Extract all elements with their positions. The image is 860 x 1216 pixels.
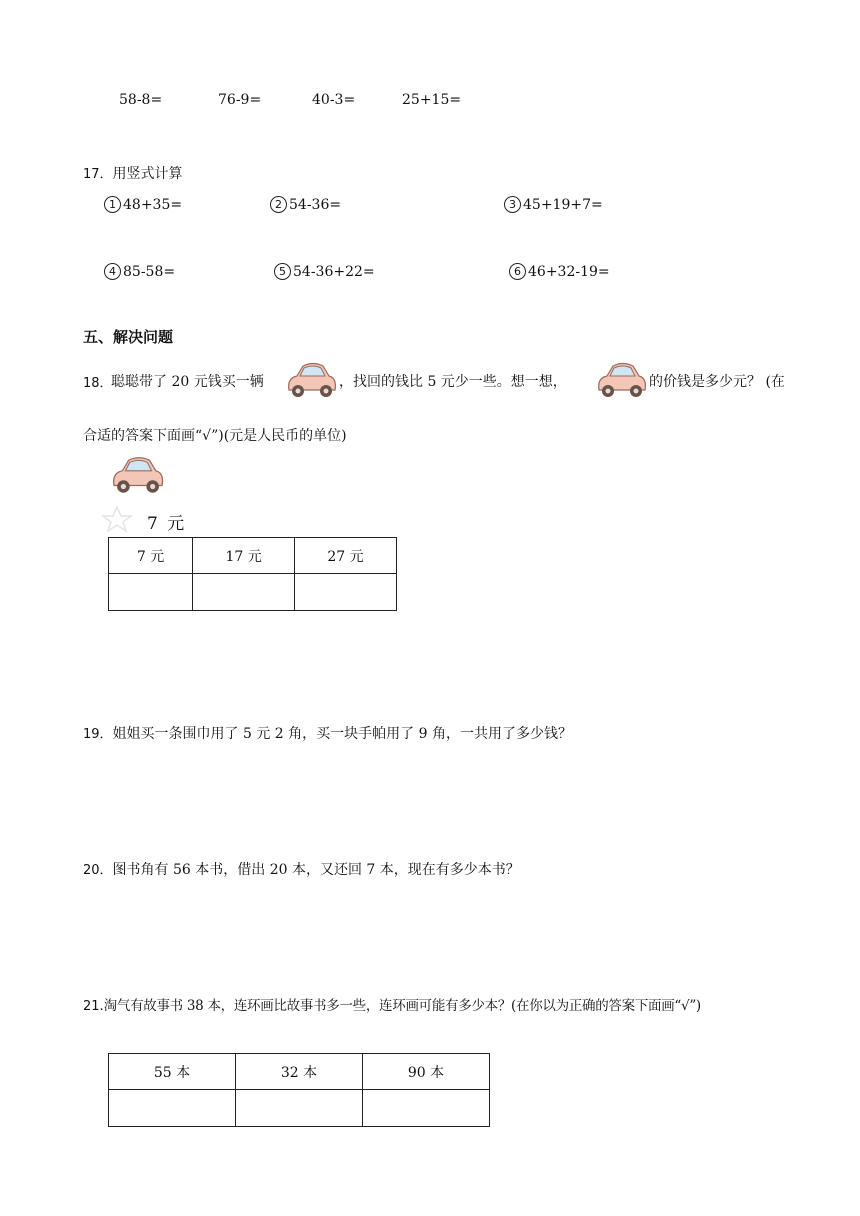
circled-number: 1: [104, 196, 121, 213]
q18-answer-table: [108, 537, 397, 611]
option-cell: 7 元: [109, 538, 193, 574]
question-text: 姐姐买一条围巾用了 5 元 2 角，买一块手帕用了 9 角，一共用了多少钱？: [112, 726, 572, 742]
option-cell: 90 本: [363, 1054, 490, 1090]
q18-line-2: 合适的答案下面画“√”)(元是人民币的单位): [83, 428, 347, 444]
car-icon: [283, 358, 339, 402]
answer-cell[interactable]: [236, 1090, 363, 1127]
question-17-heading: [83, 163, 183, 183]
expression: 85-58=: [123, 264, 176, 280]
q21-answer-table: [108, 1053, 490, 1127]
q17-item-4: [104, 263, 175, 280]
q18-text-c: 的价钱是多少元？ (在: [649, 374, 785, 390]
question-text: 淘气有故事书 38 本，连环画比故事书多一些，连环画可能有多少本？(在你以为正确的答案下面画“√”): [103, 998, 701, 1014]
oral-calc-2: 76-9=: [218, 92, 262, 108]
star-icon: [98, 505, 136, 533]
question-21: [83, 994, 701, 1014]
circled-number: 6: [509, 263, 526, 280]
circled-number: 2: [270, 196, 287, 213]
circled-number: 3: [504, 196, 521, 213]
option-cell: 32 本: [236, 1054, 363, 1090]
question-18-number: 18．: [83, 376, 113, 391]
question-text: 图书角有 56 本书，借出 20 本，又还回 7 本，现在有多少本书？: [112, 862, 520, 878]
answer-cell[interactable]: [109, 1090, 236, 1127]
car-icon: [593, 358, 649, 402]
oral-calc-3: 40-3=: [312, 92, 356, 108]
question-title: 用竖式计算: [112, 166, 183, 182]
section-heading: 五、解决问题: [83, 328, 174, 346]
q17-item-3: [504, 196, 603, 213]
answer-cell[interactable]: [109, 574, 193, 611]
circled-number: 5: [274, 263, 291, 280]
expression: 54-36=: [289, 197, 342, 213]
question-20: [83, 859, 520, 879]
q17-item-6: [509, 263, 610, 280]
oral-calc-4: 25+15=: [402, 92, 462, 108]
expression: 48+35=: [123, 197, 183, 213]
q17-item-2: [270, 196, 341, 213]
question-19: [83, 723, 572, 743]
answer-cell[interactable]: [363, 1090, 490, 1127]
answer-cell[interactable]: [193, 574, 295, 611]
circled-number: 4: [104, 263, 121, 280]
option-cell: 17 元: [193, 538, 295, 574]
answer-cell[interactable]: [295, 574, 397, 611]
question-number: 20．: [83, 863, 113, 878]
question-number: 19．: [83, 727, 113, 742]
option-cell: 27 元: [295, 538, 397, 574]
option-cell: 55 本: [109, 1054, 236, 1090]
q17-item-1: [104, 196, 182, 213]
q18-text-a: 聪聪带了 20 元钱买一辆: [111, 374, 264, 390]
expression: 54-36+22=: [293, 264, 375, 280]
question-number: 21.: [83, 999, 104, 1014]
oral-calc-1: 58-8=: [119, 92, 163, 108]
car-icon: [106, 452, 168, 498]
expression: 45+19+7=: [523, 197, 603, 213]
expression: 46+32-19=: [528, 264, 610, 280]
price-label: 7 元: [147, 514, 187, 534]
q17-item-5: [274, 263, 375, 280]
question-number: 17．: [83, 167, 113, 182]
q18-text-b: ，找回的钱比 5 元少一些。想一想，: [339, 374, 567, 390]
